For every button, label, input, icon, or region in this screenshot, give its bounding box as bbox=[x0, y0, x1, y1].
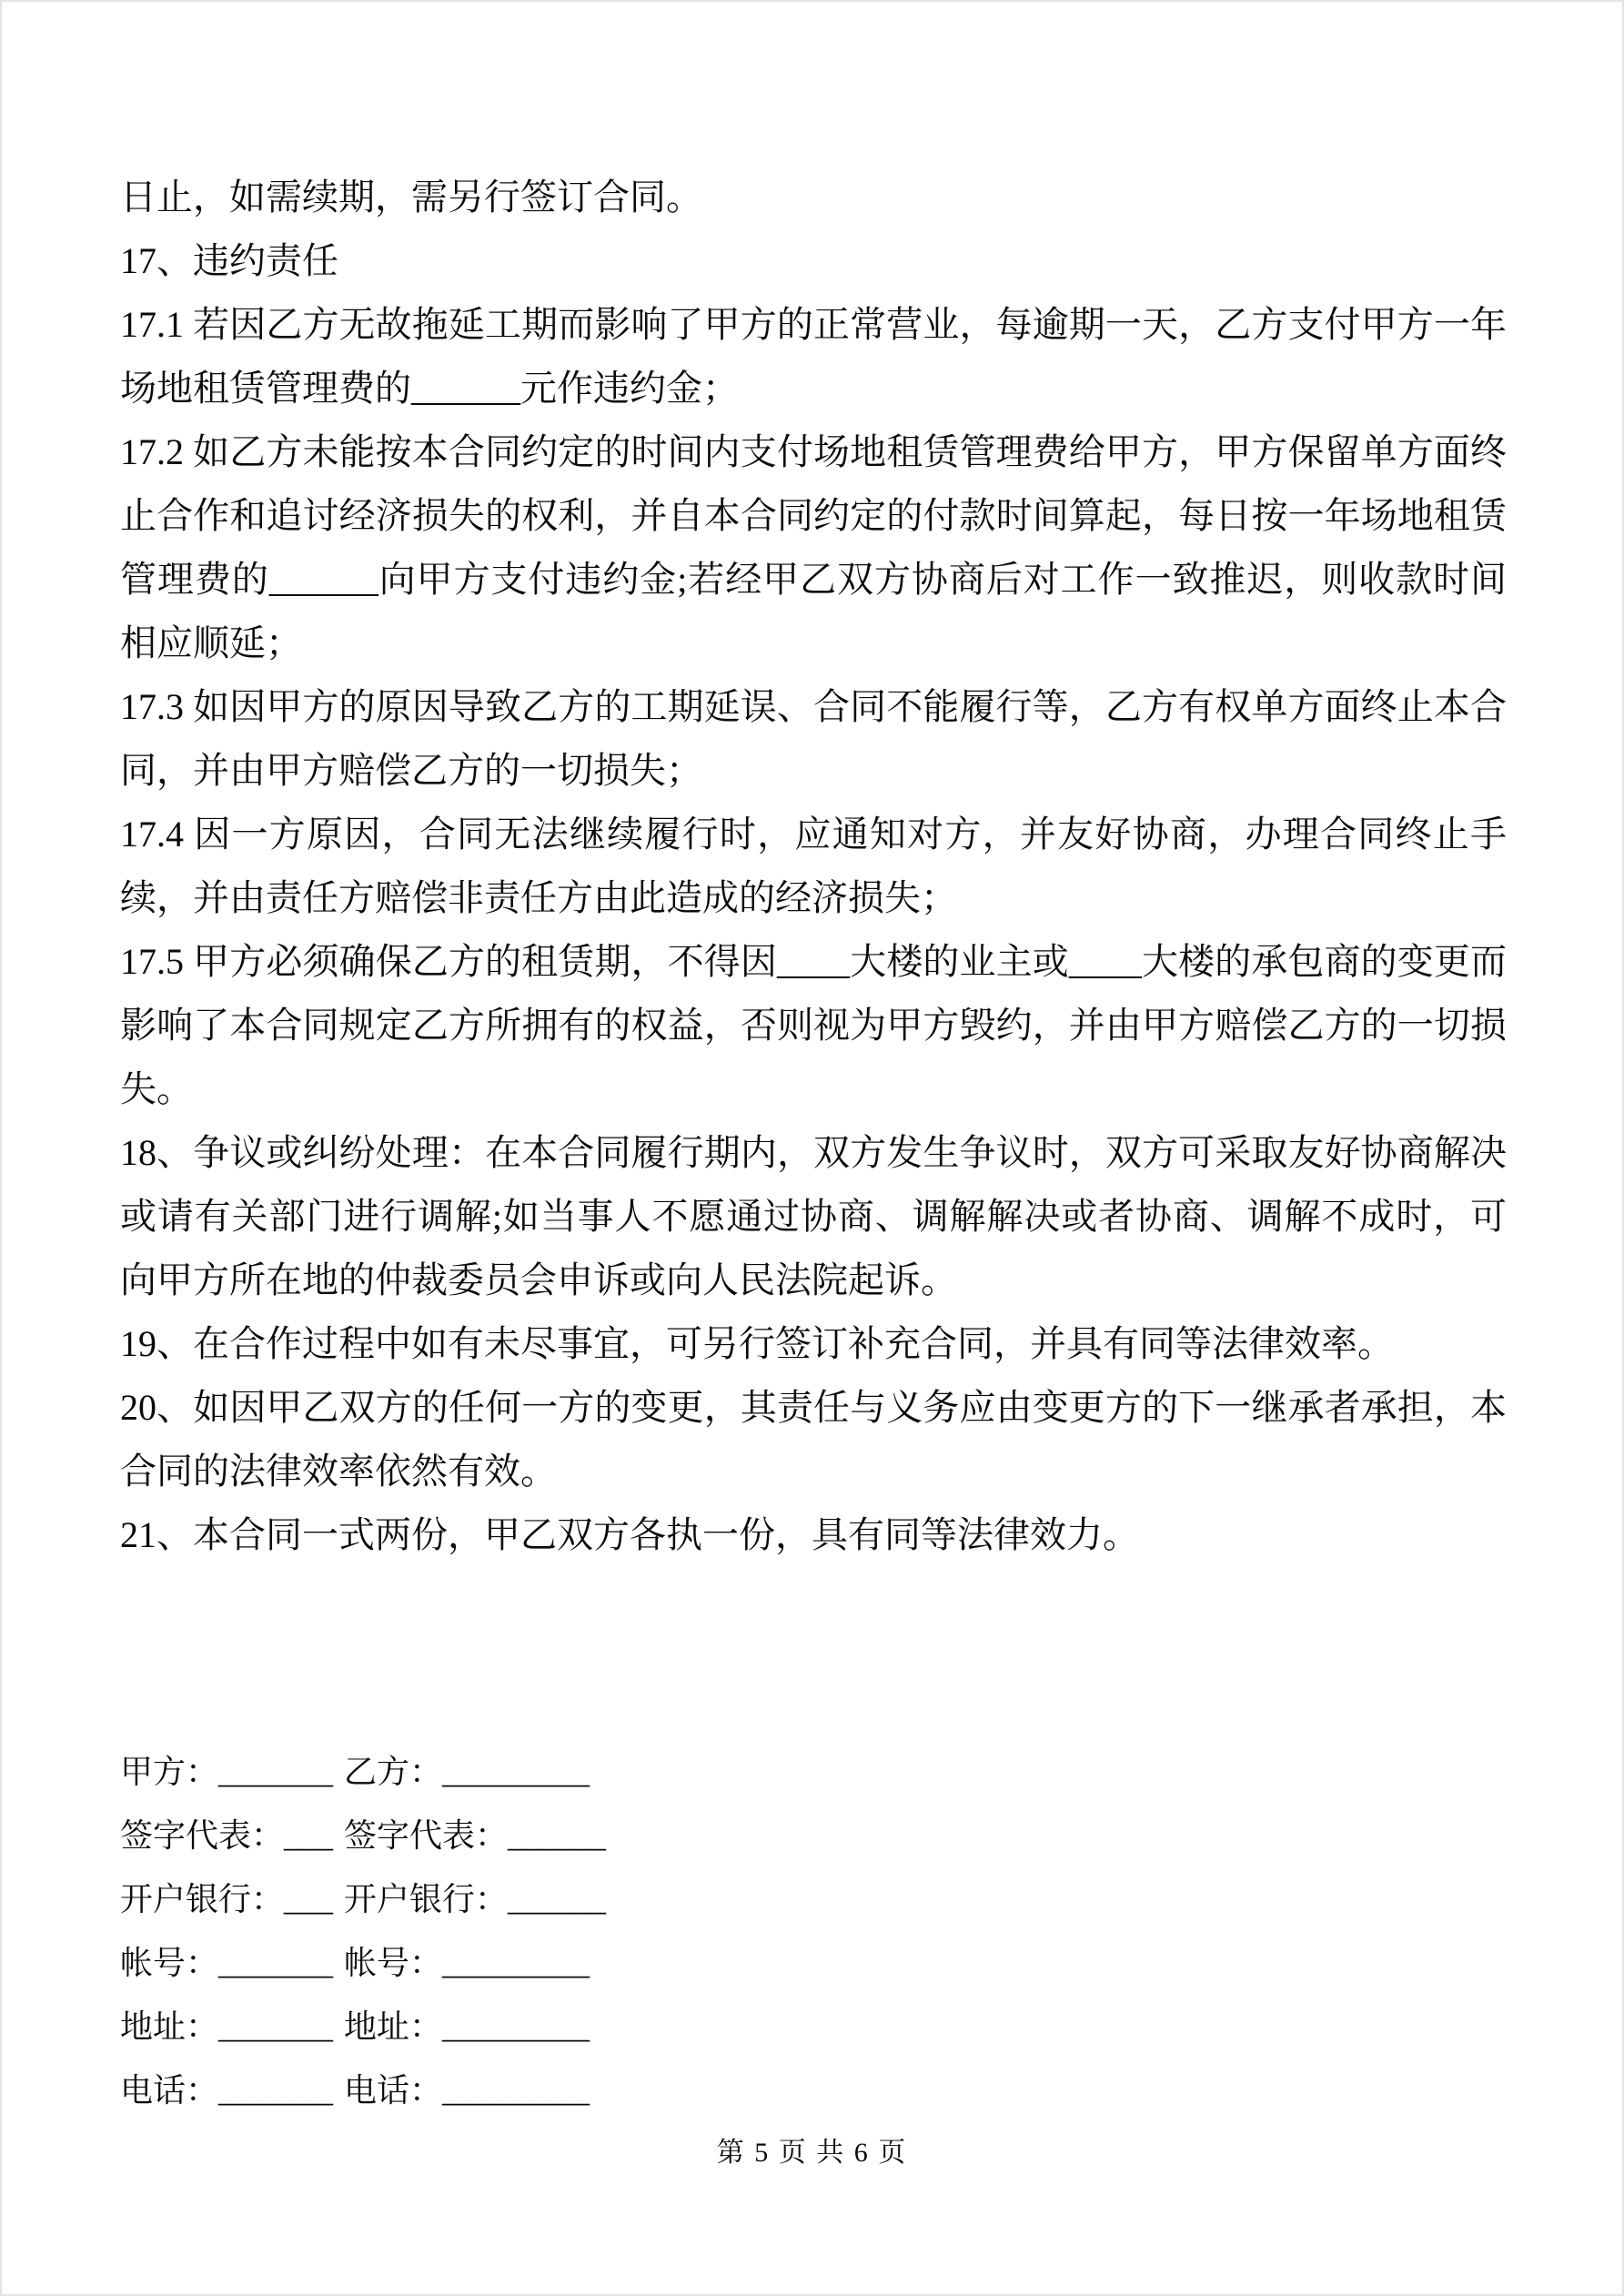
party-b-account-field: 帐号：_________ bbox=[344, 1945, 590, 1981]
page-number: 第 5 页 共 6 页 bbox=[716, 2138, 908, 2168]
clause-19-supplement: 19、在合作过程中如有未尽事宜，可另行签订补充合同，并具有同等法律效率。 bbox=[120, 1323, 1394, 1364]
signature-row-address bbox=[120, 1995, 1507, 2058]
party-a-phone-field: 电话：_______ bbox=[120, 2072, 334, 2109]
clause-20-succession: 20、如因甲乙双方的任何一方的变更，其责任与义务应由变更方的下一继承者承担，本合同的法律效率依然有效。 bbox=[120, 1387, 1507, 1492]
signature-row-party bbox=[120, 1740, 1507, 1804]
signature-row-phone bbox=[120, 2058, 1507, 2122]
party-a-address-field: 地址：_______ bbox=[120, 2008, 334, 2045]
clause-17-4: 17.4 因一方原因，合同无法继续履行时，应通知对方，并友好协商，办理合同终止手续，并由责任方赔偿非责任方由此造成的经济损失； bbox=[120, 814, 1507, 918]
clause-17-5: 17.5 甲方必须确保乙方的租赁期，不得因____大楼的业主或____大楼的承包商的变更而影响了本合同规定乙方所拥有的权益，否则视为甲方毁约，并由甲方赔偿乙方的一切损失。 bbox=[120, 941, 1507, 1109]
signature-row-representative bbox=[120, 1804, 1507, 1867]
heading-breach-liability: 17、违约责任 bbox=[120, 240, 338, 281]
party-b-bank-field: 开户银行：______ bbox=[344, 1881, 607, 1917]
party-a-bank-field: 开户银行：___ bbox=[120, 1881, 334, 1917]
party-a-representative-field: 签字代表：___ bbox=[120, 1817, 334, 1854]
party-b-name-field: 乙方：_________ bbox=[344, 1754, 590, 1790]
clause-17-1: 17.1 若因乙方无故拖延工期而影响了甲方的正常营业，每逾期一天，乙方支付甲方一年场地租赁管理费的______元作违约金； bbox=[120, 304, 1507, 409]
party-b-phone-field: 电话：_________ bbox=[344, 2072, 590, 2109]
party-a-account-field: 帐号：_______ bbox=[120, 1945, 334, 1981]
signature-block bbox=[120, 1740, 1507, 2122]
party-b-representative-field: 签字代表：______ bbox=[344, 1817, 607, 1854]
clause-18-disputes: 18、争议或纠纷处理：在本合同履行期内，双方发生争议时，双方可采取友好协商解决或请有关部门进行调解;如当事人不愿通过协商、调解解决或者协商、调解不成时，可向甲方所在地的仲裁委员会申诉或向人民法院起诉。 bbox=[120, 1132, 1507, 1300]
clause-17-2: 17.2 如乙方未能按本合同约定的时间内支付场地租赁管理费给甲方，甲方保留单方面终止合作和追讨经济损失的权利，并自本合同约定的付款时间算起，每日按一年场地租赁管理费的______向甲方支付违约金;若经甲乙双方协商后对工作一致推迟，则收款时间相应顺延； bbox=[120, 431, 1507, 663]
signature-row-account bbox=[120, 1931, 1507, 1995]
party-b-address-field: 地址：_________ bbox=[344, 2008, 590, 2045]
signature-row-bank bbox=[120, 1867, 1507, 1931]
clause-17-3: 17.3 如因甲方的原因导致乙方的工期延误、合同不能履行等，乙方有权单方面终止本合同，并由甲方赔偿乙方的一切损失； bbox=[120, 686, 1507, 791]
party-a-name-field: 甲方：_______ bbox=[120, 1754, 334, 1790]
contract-body bbox=[120, 166, 1507, 2122]
clause-renewal-continuation: 日止，如需续期，需另行签订合同。 bbox=[120, 177, 702, 217]
clause-21-copies: 21、本合同一式两份，甲乙双方各执一份，具有同等法律效力。 bbox=[120, 1514, 1139, 1555]
